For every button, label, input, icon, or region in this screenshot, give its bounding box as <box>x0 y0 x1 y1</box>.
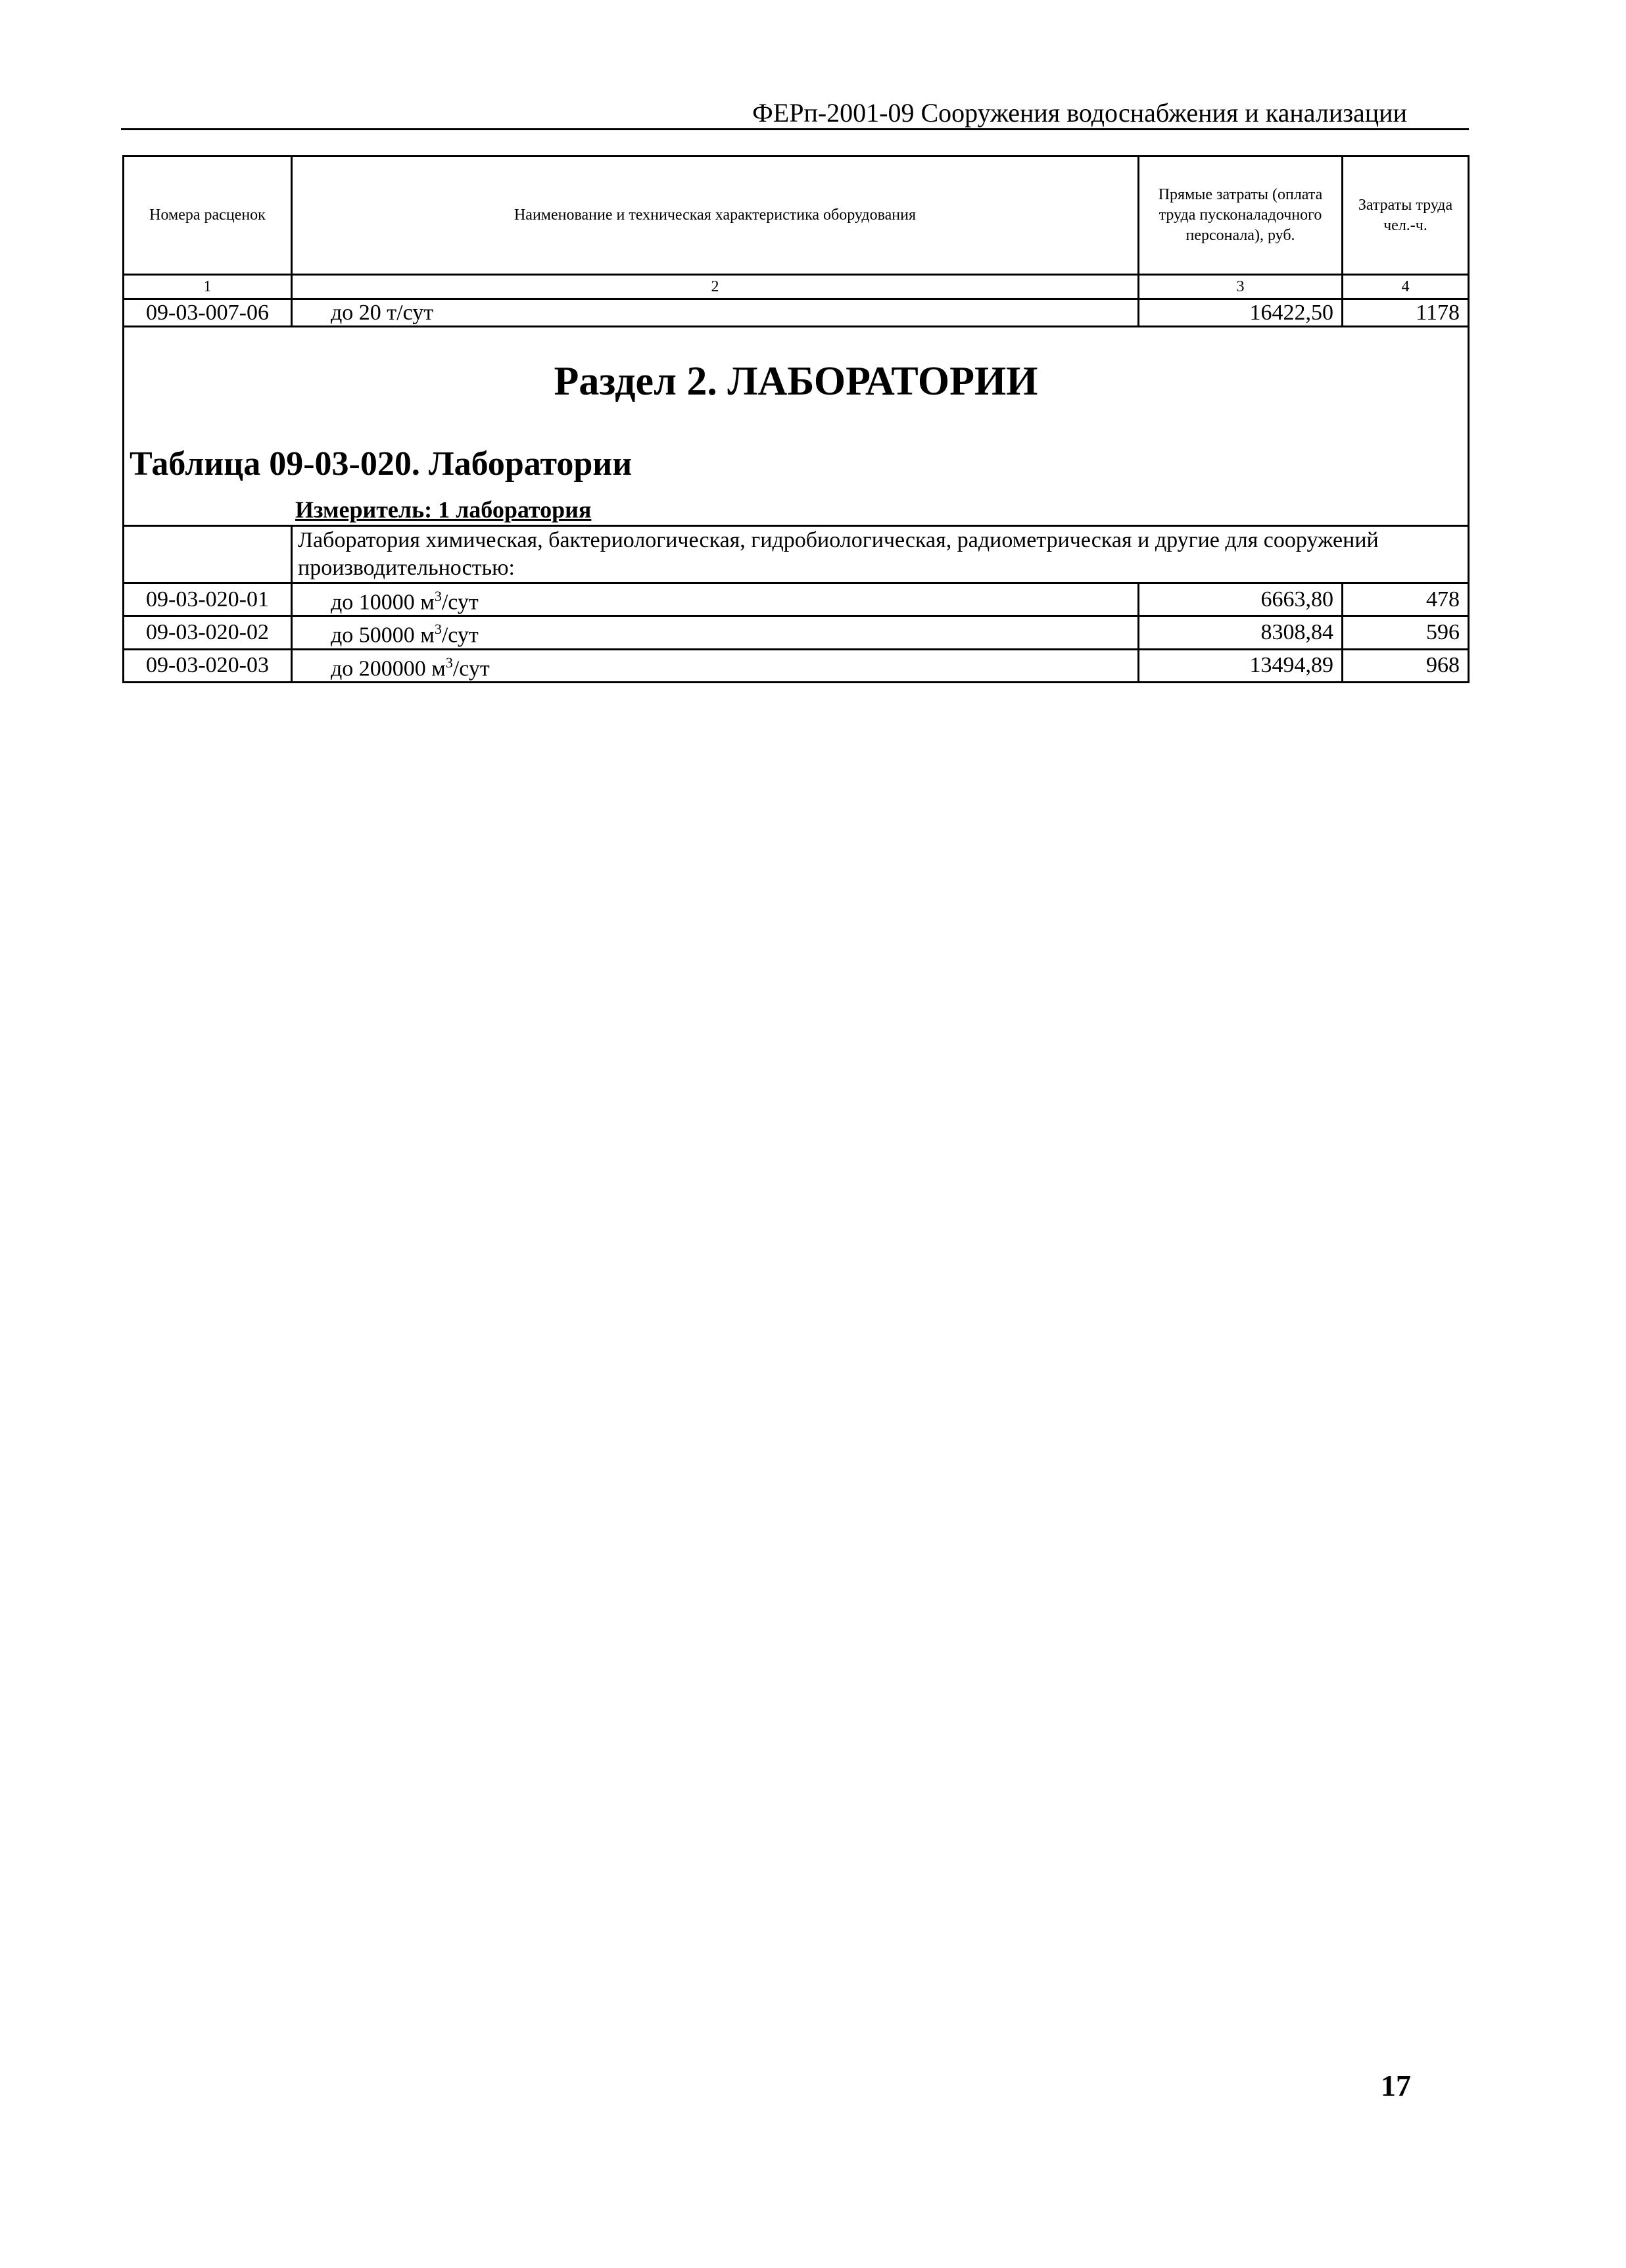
rate-name <box>292 583 1139 616</box>
name-text: до 50000 м <box>331 623 435 648</box>
rate-name: до 20 т/сут <box>292 299 1139 327</box>
superscript: 3 <box>434 621 442 638</box>
rate-name <box>292 616 1139 649</box>
rate-cost: 6663,80 <box>1139 583 1343 616</box>
header-cell-codes: Номера расценок <box>124 157 292 275</box>
document-header-title: ФЕРп-2001-09 Сооружения водоснабжения и канализации <box>752 98 1407 128</box>
superscript: 3 <box>445 654 453 671</box>
superscript: 3 <box>434 588 442 604</box>
name-text: до 200000 м <box>331 656 446 681</box>
name-unit: /сут <box>441 590 479 615</box>
name-text: до 10000 м <box>331 590 435 615</box>
description-text: Лаборатория химическая, бактериологическая, гидробиологическая, радиометрическая и другие для сооружений производительностью: <box>292 526 1469 583</box>
table-row <box>124 583 1469 616</box>
rates-table <box>122 155 1470 683</box>
rate-labor: 596 <box>1343 616 1469 649</box>
rate-code: 09-03-020-03 <box>124 649 292 682</box>
column-number-4: 4 <box>1343 275 1469 299</box>
page-number: 17 <box>1381 2069 1411 2102</box>
table-row <box>124 299 1469 327</box>
rate-code: 09-03-007-06 <box>124 299 292 327</box>
header-cell-cost: Прямые затраты (оплата труда пусконаладочного персонала), руб. <box>1139 157 1343 275</box>
rate-cost: 13494,89 <box>1139 649 1343 682</box>
table-header-row <box>124 157 1469 275</box>
name-unit: /сут <box>441 623 479 648</box>
table-title: Таблица 09-03-020. Лаборатории <box>130 445 633 483</box>
rate-labor: 968 <box>1343 649 1469 682</box>
column-number-row <box>124 275 1469 299</box>
section-cell <box>124 327 1469 526</box>
description-row <box>124 526 1469 583</box>
measure-unit: Измеритель: 1 лаборатория <box>295 496 592 523</box>
empty-cell <box>124 526 292 583</box>
column-number-2: 2 <box>292 275 1139 299</box>
rate-name <box>292 649 1139 682</box>
column-number-1: 1 <box>124 275 292 299</box>
table-row <box>124 616 1469 649</box>
rate-code: 09-03-020-01 <box>124 583 292 616</box>
rate-labor: 1178 <box>1343 299 1469 327</box>
rate-code: 09-03-020-02 <box>124 616 292 649</box>
rate-cost: 16422,50 <box>1139 299 1343 327</box>
header-rule <box>121 128 1469 130</box>
header-cell-labor: Затраты труда чел.-ч. <box>1343 157 1469 275</box>
header-cell-name: Наименование и техническая характеристика оборудования <box>292 157 1139 275</box>
rate-cost: 8308,84 <box>1139 616 1343 649</box>
rate-labor: 478 <box>1343 583 1469 616</box>
name-unit: /сут <box>452 656 490 681</box>
column-number-3: 3 <box>1139 275 1343 299</box>
section-title: Раздел 2. ЛАБОРАТОРИИ <box>554 359 1038 404</box>
table-row <box>124 649 1469 682</box>
section-row <box>124 327 1469 526</box>
